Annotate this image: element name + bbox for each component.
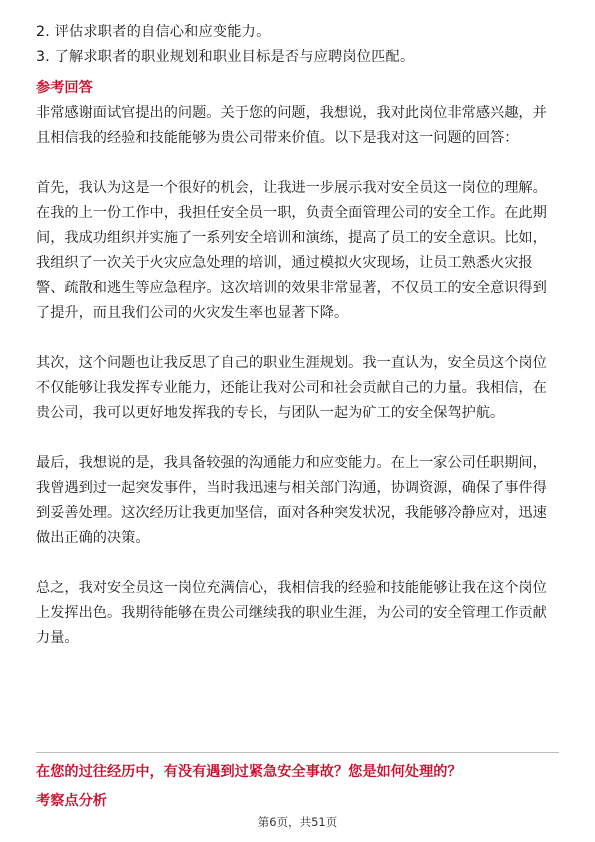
list-item-2: 2. 评估求职者的自信心和应变能力。 [36,24,271,40]
next-question: 在您的过往经历中，有没有遇到过紧急安全事故？您是如何处理的？ [36,764,462,780]
document-body [36,20,559,651]
paragraph-first: 首先，我认为这是一个很好的机会，让我进一步展示我对安全员这一岗位的理解。在我的上一份工作中，我担任安全员一职，负责全面管理公司的安全工作。在此期间，我成功组织并实施了一系列安全培训和演练，提高了员工的安全意识。比如，我组织了一次关于火灾应急处理的培训，通过模拟火灾现场，让员工熟悉火灾报警、疏散和逃生等应急程序。这次培训的效果非常显著，不仅员工的安全意识得到了提升，而且我们公司的火灾发生率也显著下降。 [36,180,547,321]
paragraph-third: 最后，我想说的是，我具备较强的沟通能力和应变能力。在上一家公司任职期间，我曾遇到过一起突发事件，当时我迅速与相关部门沟通，协调资源，确保了事件得到妥善处理。这次经历让我更加坚信，面对各种突发状况，我能够冷静应对，迅速做出正确的决策。 [36,455,547,546]
paragraph-second: 其次，这个问题也让我反思了自己的职业生涯规划。我一直认为，安全员这个岗位不仅能够让我发挥专业能力，还能让我对公司和社会贡献自己的力量。我相信，在贵公司，我可以更好地发挥我的专长，与团队一起为矿工的安全保驾护航。 [36,355,547,421]
reference-answer-title: 参考回答 [36,80,93,96]
list-item-3: 3. 了解求职者的职业规划和职业目标是否与应聘岗位匹配。 [36,49,415,65]
intro-paragraph: 非常感谢面试官提出的问题。关于您的问题，我想说，我对此岗位非常感兴趣，并且相信我的经验和技能能够为贵公司带来价值。以下是我对这一问题的回答： [36,105,547,146]
section-divider [36,752,559,753]
paragraph-conclusion: 总之，我对安全员这一岗位充满信心，我相信我的经验和技能能够让我在这个岗位上发挥出色。我期待能够在贵公司继续我的职业生涯，为公司的安全管理工作贡献力量。 [36,580,547,646]
page-footer: 第6页，共51页 [257,815,338,829]
analysis-title: 考察点分析 [36,793,107,809]
